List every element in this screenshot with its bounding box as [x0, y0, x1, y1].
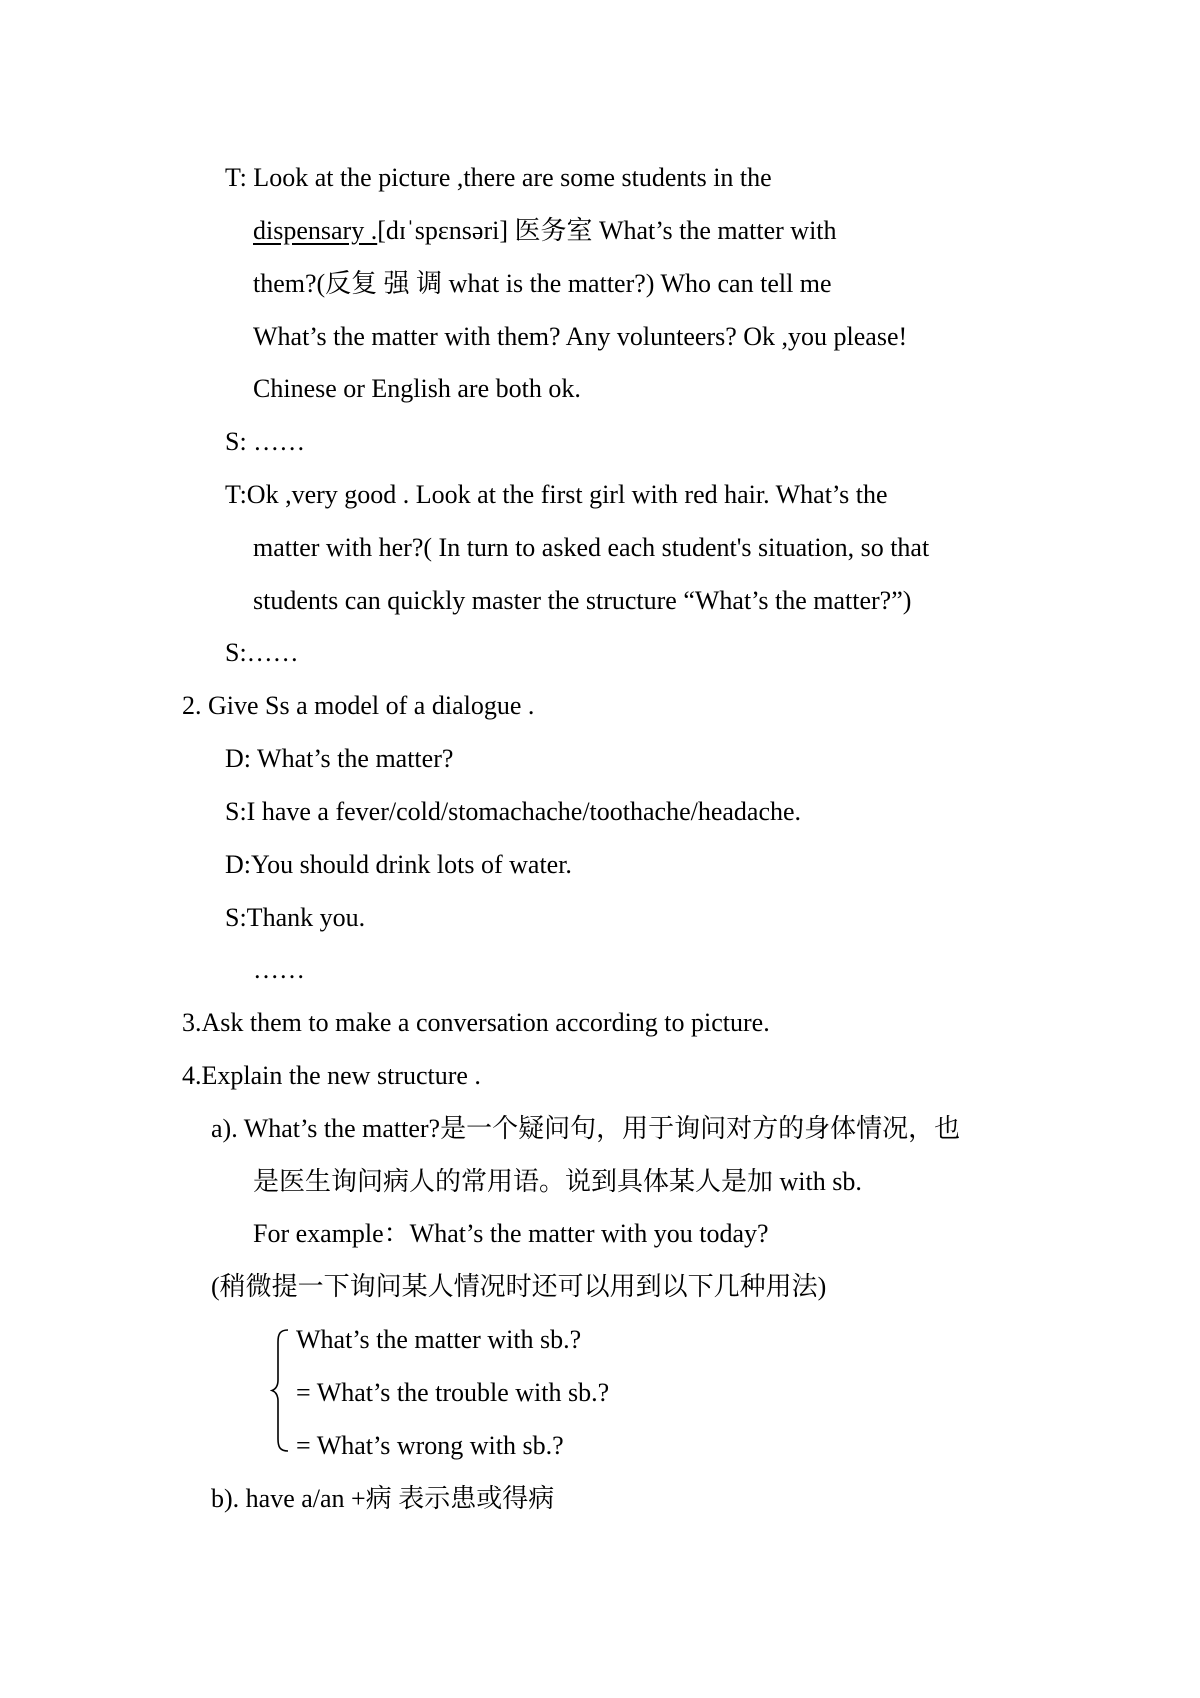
dialogue-ellipsis: …… [253, 955, 305, 984]
teacher-line-1: T: Look at the picture ,there are some students in the [225, 163, 772, 192]
teacher2-line-2: matter with her?( In turn to asked each student's situation, so that [253, 533, 930, 562]
dialogue-d1: D: What’s the matter? [225, 744, 454, 773]
item3-line: 3.Ask them to make a conversation according to picture. [182, 1008, 770, 1037]
brace-item-1: What’s the matter with sb.? [296, 1325, 582, 1354]
item4-a-line-1: a). What’s the matter?是一个疑问句，用于询问对方的身体情况，也 [211, 1114, 961, 1143]
brace-item-3: = What’s wrong with sb.? [296, 1431, 564, 1460]
item2-heading: 2. Give Ss a model of a dialogue . [182, 691, 535, 720]
teacher2-line-1: T:Ok ,very good . Look at the first girl with red hair. What’s the [225, 480, 888, 509]
teacher-line-3: them?(反复 强 调 what is the matter?) Who can tell me [253, 269, 832, 298]
dialogue-s1: S:I have a fever/cold/stomachache/toothache/headache. [225, 797, 802, 826]
phonetic-and-text: [dɪˈspɛnsəri] 医务室 What’s the matter with [377, 216, 837, 245]
item4-a-line-3: For example：What’s the matter with you today? [253, 1219, 769, 1248]
brace-item-2: = What’s the trouble with sb.? [296, 1378, 610, 1407]
dialogue-d2: D:You should drink lots of water. [225, 850, 572, 879]
item4-heading: 4.Explain the new structure . [182, 1061, 481, 1090]
student-line-2: S:…… [225, 638, 299, 667]
teacher-line-2 [253, 218, 837, 244]
item4-a-line-2: 是医生询问病人的常用语。说到具体某人是加 with sb. [253, 1167, 862, 1196]
teacher-line-5: Chinese or English are both ok. [253, 374, 581, 403]
item4-note: (稍微提一下询问某人情况时还可以用到以下几种用法) [211, 1272, 827, 1301]
dispensary-underlined: dispensary . [253, 216, 378, 245]
curly-brace-icon [270, 1328, 292, 1453]
dialogue-s2: S:Thank you. [225, 903, 366, 932]
teacher2-line-3: students can quickly master the structure “What’s the matter?”) [253, 586, 912, 615]
item4-b-line: b). have a/an +病 表示患或得病 [211, 1484, 555, 1513]
student-line-1: S: …… [225, 427, 306, 456]
teacher-line-4: What’s the matter with them? Any volunteers? Ok ,you please! [253, 322, 908, 351]
